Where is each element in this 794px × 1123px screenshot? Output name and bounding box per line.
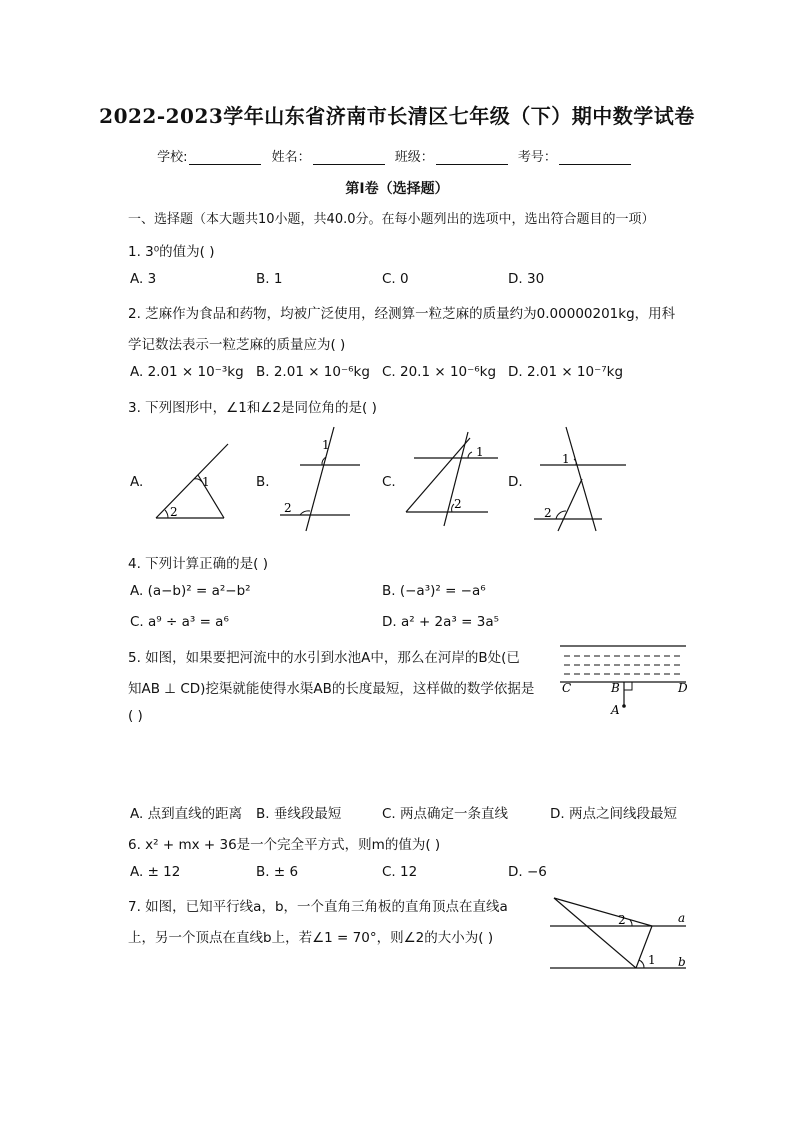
q5-option-c: C. 两点确定一条直线: [382, 806, 509, 822]
class-label: 班级：: [394, 150, 434, 165]
q3-option-c: C.: [382, 474, 396, 490]
name-label: 姓名：: [271, 150, 311, 165]
q3-figure-d: [530, 425, 630, 535]
exam-no-blank[interactable]: [559, 150, 631, 165]
q1-option-c: C. 0: [382, 271, 409, 287]
q5-option-d: D. 两点之间线段最短: [550, 806, 677, 822]
q7-triangle-figure: [544, 890, 694, 980]
q3a-angle2-label: 2: [170, 505, 178, 519]
q4-stem: 4. 下列计算正确的是( ): [128, 556, 268, 572]
q3d-angle2-label: 2: [544, 506, 552, 520]
q3-figure-c: [402, 430, 502, 530]
name-blank[interactable]: [313, 150, 385, 165]
q6-stem: 6. x² + mx + 36是一个完全平方式，则m的值为( ): [128, 837, 441, 853]
part-one-instructions: 一、选择题（本大题共10小题，共40.0分。在每小题列出的选项中，选出符合题目的一项）: [128, 212, 655, 227]
q2-stem-line1: 2. 芝麻作为食品和药物，均被广泛使用，经测算一粒芝麻的质量约为0.00000201kg，用科: [128, 306, 676, 322]
q1-option-d: D. 30: [508, 271, 545, 287]
section-heading: 第Ⅰ卷（选择题）: [345, 181, 449, 197]
q5-label-d: D: [678, 681, 688, 695]
class-blank[interactable]: [436, 150, 508, 165]
q3d-angle1-label: 1: [562, 452, 570, 466]
q1-option-a: A. 3: [130, 271, 157, 287]
q7-stem-line1: 7. 如图，已知平行线a，b，一个直角三角板的直角顶点在直线a: [128, 899, 508, 915]
q3c-angle2-label: 2: [454, 497, 462, 511]
q2-stem-line2: 学记数法表示一粒芝麻的质量应为( ): [128, 337, 346, 353]
q3b-angle1-label: 1: [322, 438, 330, 452]
q5-option-a: A. 点到直线的距离: [130, 806, 243, 822]
school-label: 学校:: [157, 150, 188, 165]
q6-option-a: A. ± 12: [130, 864, 181, 880]
q5-stem-line3: ( ): [128, 708, 143, 724]
q3-figure-b: [276, 425, 366, 535]
q3c-angle1-label: 1: [476, 445, 484, 459]
q3-figure-a: [148, 430, 238, 525]
q2-option-a: A. 2.01 × 10⁻³kg: [130, 364, 244, 380]
q3a-angle1-label: 1: [202, 475, 210, 489]
q5-option-b: B. 垂线段最短: [256, 806, 342, 822]
q3-option-d: D.: [508, 474, 523, 490]
school-blank[interactable]: [189, 150, 261, 165]
q4-option-d: D. a² + 2a³ = 3a⁵: [382, 614, 499, 630]
q5-label-b: B: [611, 681, 620, 695]
q7-angle1-label: 1: [648, 953, 656, 967]
q5-stem-line1: 5. 如图，如果要把河流中的水引到水池A中，那么在河岸的B处(已: [128, 650, 520, 666]
q3-stem: 3. 下列图形中，∠1和∠2是同位角的是( ): [128, 400, 377, 416]
page-title: 2022-2023学年山东省济南市长清区七年级（下）期中数学试卷: [99, 104, 695, 128]
q7-line-b-label: b: [678, 955, 686, 969]
q2-option-d: D. 2.01 × 10⁻⁷kg: [508, 364, 624, 380]
q6-option-b: B. ± 6: [256, 864, 299, 880]
student-info-line: [0, 146, 794, 165]
q1-stem: 1. 3⁰的值为( ): [128, 244, 215, 260]
q4-option-b: B. (−a³)² = −a⁶: [382, 583, 486, 599]
q7-stem-line2: 上，另一个顶点在直线b上，若∠1 = 70°，则∠2的大小为( ): [128, 930, 494, 946]
q3b-angle2-label: 2: [284, 501, 292, 515]
q5-river-figure: [556, 640, 696, 720]
q2-option-b: B. 2.01 × 10⁻⁶kg: [256, 364, 370, 380]
q3-option-b: B.: [256, 474, 270, 490]
q6-option-d: D. −6: [508, 864, 547, 880]
q4-option-c: C. a⁹ ÷ a³ = a⁶: [130, 614, 229, 630]
q1-option-b: B. 1: [256, 271, 283, 287]
q4-option-a: A. (a−b)² = a²−b²: [130, 583, 251, 599]
exam-no-label: 考号：: [517, 150, 557, 165]
q7-line-a-label: a: [678, 911, 686, 925]
q7-angle2-label: 2: [618, 913, 626, 927]
q5-label-a: A: [611, 703, 620, 717]
q5-stem-line2: 知AB ⊥ CD)挖渠就能使得水渠AB的长度最短，这样做的数学依据是: [128, 681, 535, 697]
q5-label-c: C: [562, 681, 572, 695]
q2-option-c: C. 20.1 × 10⁻⁶kg: [382, 364, 497, 380]
q3-option-a: A.: [130, 474, 144, 490]
q6-option-c: C. 12: [382, 864, 418, 880]
